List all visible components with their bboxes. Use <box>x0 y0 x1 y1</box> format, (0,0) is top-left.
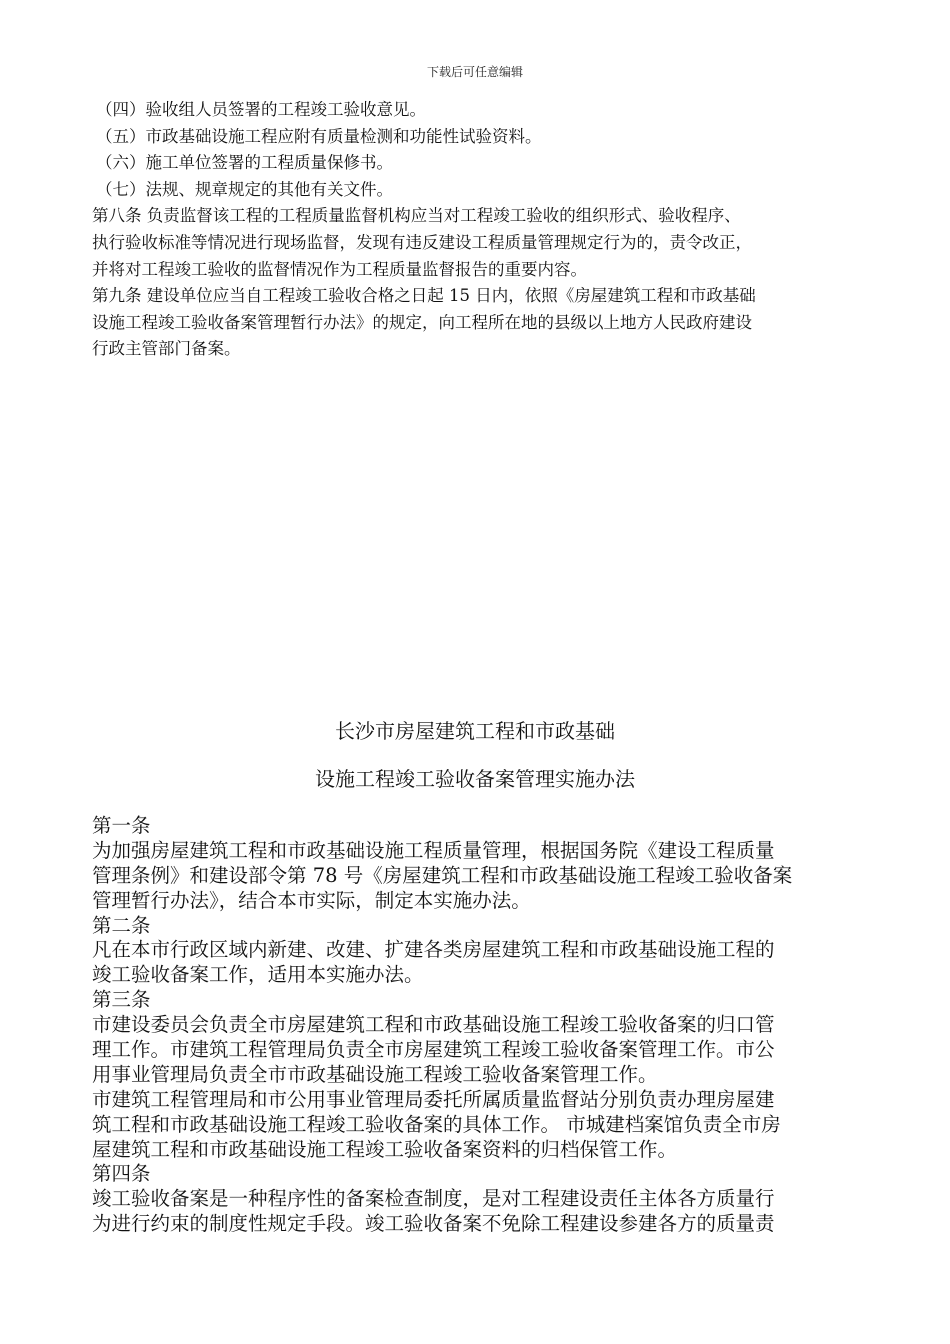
text-line: 为加强房屋建筑工程和市政基础设施工程质量管理，根据国务院《建设工程质量 <box>92 838 775 862</box>
text-line: 竣工验收备案工作，适用本实施办法。 <box>92 963 424 987</box>
top-section <box>92 97 862 363</box>
page-header-note: 下载后可任意编辑 <box>426 65 523 79</box>
text-line: 并将对工程竣工验收的监督情况作为工程质量监督报告的重要内容。 <box>92 259 587 279</box>
article-heading: 第二条 <box>92 913 151 937</box>
document-title-line-1: 长沙市房屋建筑工程和市政基础 <box>335 719 615 743</box>
text-line: 市建筑工程管理局和市公用事业管理局委托所属质量监督站分别负责办理房屋建 <box>92 1087 775 1111</box>
text-line: 屋建筑工程和市政基础设施工程竣工验收备案资料的归档保管工作。 <box>92 1137 678 1161</box>
text-line: 管理暂行办法》，结合本市实际，制定本实施办法。 <box>92 888 531 912</box>
text-line: （六）施工单位签署的工程质量保修书。 <box>96 153 393 173</box>
text-line: 为进行约束的制度性规定手段。竣工验收备案不免除工程建设参建各方的质量责 <box>92 1212 775 1236</box>
article-heading: 第四条 <box>92 1162 151 1186</box>
text-line: 凡在本市行政区域内新建、改建、扩建各类房屋建筑工程和市政基础设施工程的 <box>92 938 775 962</box>
article-heading: 第三条 <box>92 988 151 1012</box>
text-line: 市建设委员会负责全市房屋建筑工程和市政基础设施工程竣工验收备案的归口管 <box>92 1013 775 1037</box>
text-line: 理工作。市建筑工程管理局负责全市房屋建筑工程竣工验收备案管理工作。市公 <box>92 1038 775 1062</box>
article-heading: 第一条 <box>92 814 151 837</box>
document-title-line-2: 设施工程竣工验收备案管理实施办法 <box>315 767 635 791</box>
bottom-section <box>92 814 862 1237</box>
text-line: 设施工程竣工验收备案管理暂行办法》的规定，向工程所在地的县级以上地方人民政府建设 <box>92 312 752 332</box>
text-line: 用事业管理局负责全市市政基础设施工程竣工验收备案管理工作。 <box>92 1062 658 1086</box>
text-line: 第八条 负责监督该工程的工程质量监督机构应当对工程竣工验收的组织形式、验收程序、 <box>92 206 741 226</box>
text-line: （五）市政基础设施工程应附有质量检测和功能性试验资料。 <box>96 126 542 146</box>
text-line: （七）法规、规章规定的其他有关文件。 <box>96 179 393 199</box>
text-line: 行政主管部门备案。 <box>92 339 241 359</box>
text-line: 管理条例》和建设部令第 78 号《房屋建筑工程和市政基础设施工程竣工验收备案 <box>92 863 793 887</box>
text-line: 筑工程和市政基础设施工程竣工验收备案的具体工作。 市城建档案馆负责全市房 <box>92 1112 781 1136</box>
text-line: 第九条 建设单位应当自工程竣工验收合格之日起 15 日内，依照《房屋建筑工程和市政基础 <box>92 286 756 306</box>
text-line: （四）验收组人员签署的工程竣工验收意见。 <box>96 100 426 119</box>
text-line: 执行验收标准等情况进行现场监督，发现有违反建设工程质量管理规定行为的，责令改正， <box>92 232 752 252</box>
text-line: 竣工验收备案是一种程序性的备案检查制度，是对工程建设责任主体各方质量行 <box>92 1187 775 1211</box>
